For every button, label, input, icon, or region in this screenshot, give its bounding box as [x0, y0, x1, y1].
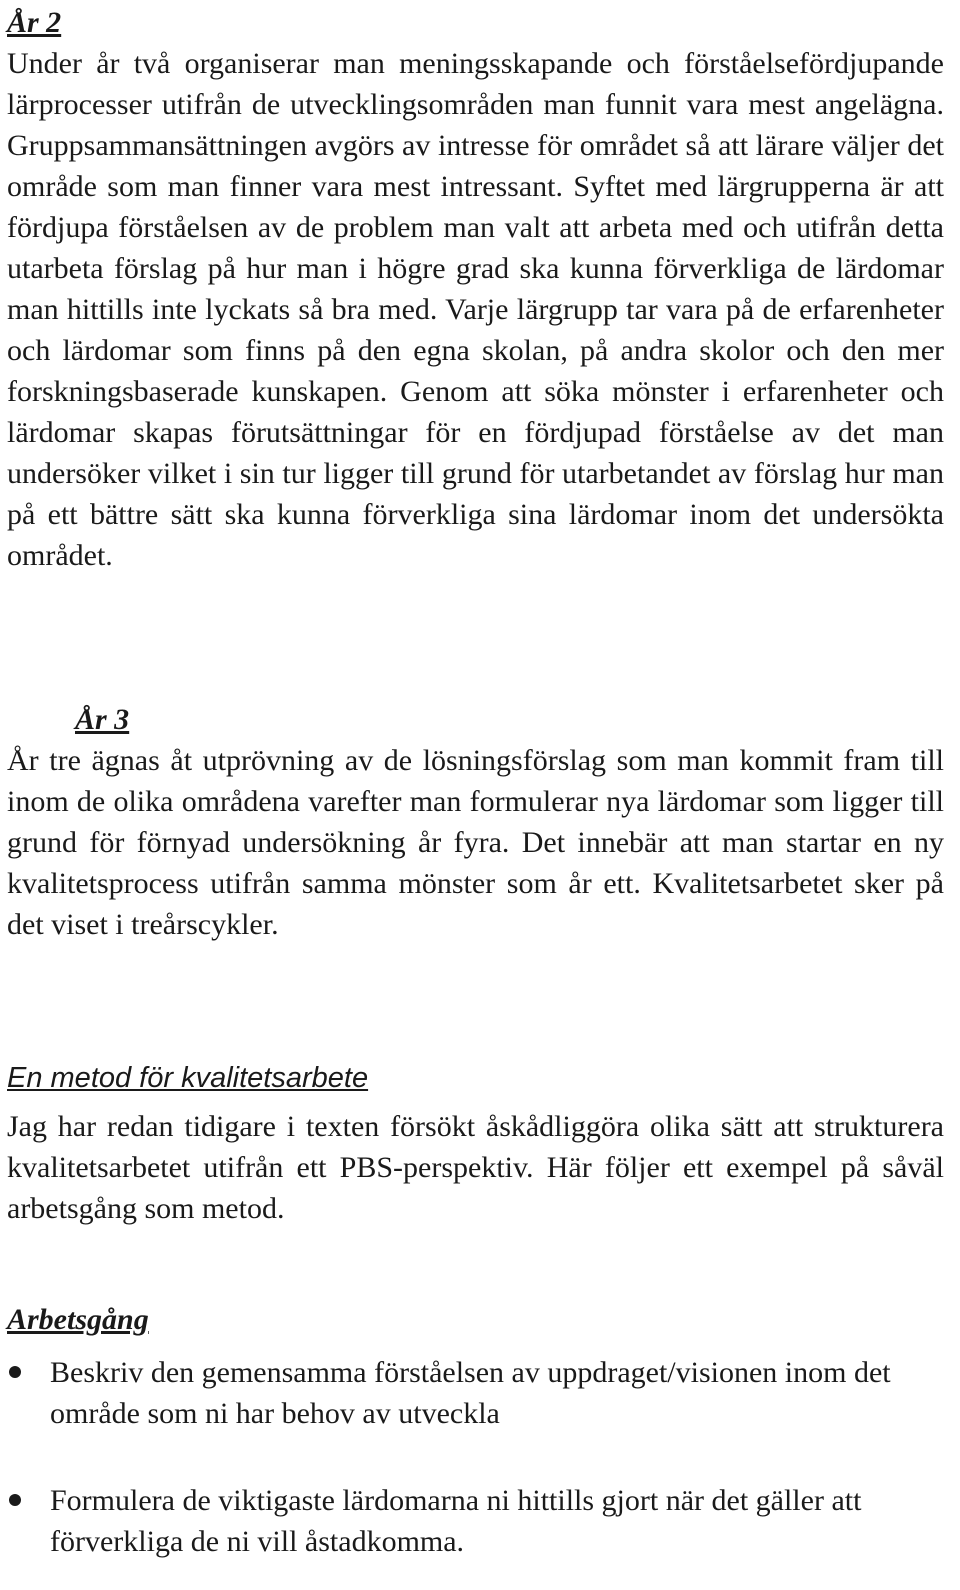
paragraph-ar-3: År tre ägnas åt utprövning av de lösningsförslag som man kommit fram till inom de olika områdena varefter man formulerar nya lärdomar som ligger till grund för förnyad undersökning år fyra. Det innebär att man startar en ny kvalitetsprocess utifrån samma mönster som år ett. Kvalitetsarbetet sker på det viset i treårscykler. [7, 744, 944, 941]
list-item-text: Formulera de viktigaste lärdomarna ni hittills gjort när det gäller att förverkliga de ni vill åstadkomma. [50, 1484, 862, 1558]
paragraph-metod: Jag har redan tidigare i texten försökt åskådliggöra olika sätt att strukturera kvalitetsarbetet utifrån ett PBS-perspektiv. Här följer ett exempel på såväl arbetsgång som metod. [7, 1110, 944, 1225]
heading-metod: En metod för kvalitetsarbete [7, 1062, 369, 1094]
bullet-icon [9, 1494, 21, 1506]
arbetsgang-list [7, 1352, 944, 1562]
heading-ar-2: År 2 [7, 6, 62, 39]
list-item-text: Beskriv den gemensamma förståelsen av uppdraget/visionen inom det område som ni har behov av utveckla [50, 1356, 891, 1430]
list-item [7, 1480, 944, 1562]
heading-arbetsgang: Arbetsgång [7, 1303, 149, 1336]
paragraph-ar-2: Under år två organiserar man meningsskapande och förståelsefördjupande lärprocesser utifrån de utvecklingsområden man funnit vara mest angelägna. Gruppsammansättningen avgörs av intresse för området så att lärare väljer det område som man finner vara mest intressant. Syftet med lärgrupperna är att fördjupa förståelsen av de problem man valt att arbeta med och utifrån detta utarbeta förslag på hur man i högre grad ska kunna förverkliga de lärdomar man hittills inte lyckats så bra med. Varje lärgrupp tar vara på de erfarenheter och lärdomar som finns på den egna skolan, på andra skolor och den mer forskningsbaserade kunskapen. Genom att söka mönster i erfarenheter och lärdomar skapas förutsättningar för en fördjupad förståelse av det man undersöker vilket i sin tur ligger till grund för utarbetandet av förslag hur man på ett bättre sätt ska kunna förverkliga sina lärdomar inom det undersökta området. [7, 47, 944, 572]
heading-ar-3: År 3 [75, 703, 130, 736]
list-item [7, 1352, 944, 1434]
bullet-icon [9, 1366, 21, 1378]
